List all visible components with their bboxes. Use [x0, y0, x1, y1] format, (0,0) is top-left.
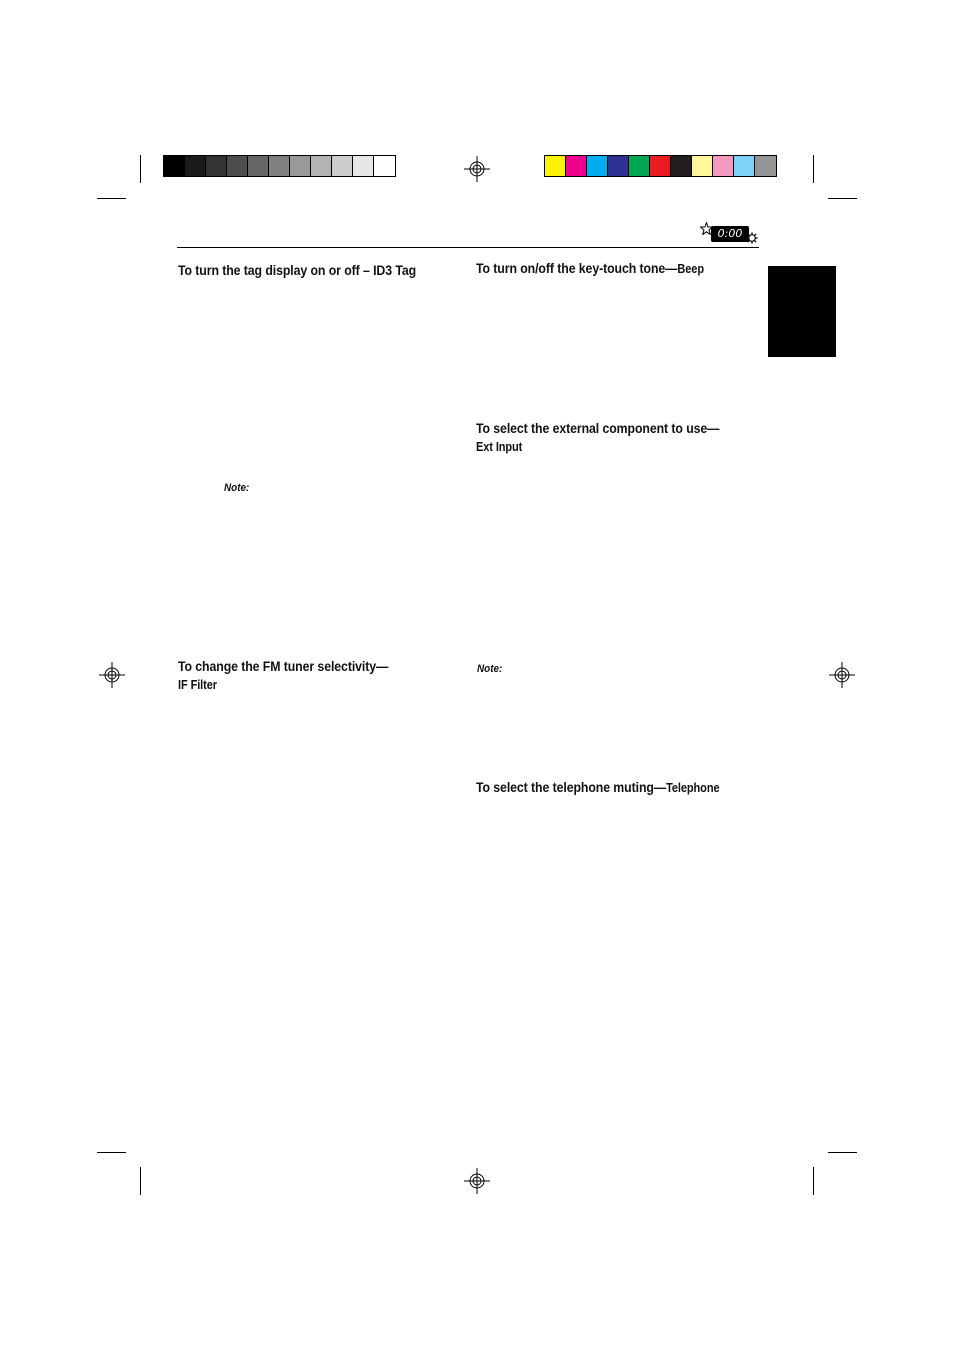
grayscale-swatch — [269, 156, 290, 176]
settings-header-icon — [700, 222, 760, 244]
note-label — [224, 482, 249, 494]
crop-mark — [97, 1152, 126, 1153]
registration-mark-icon — [464, 1168, 490, 1194]
crop-mark — [140, 155, 141, 183]
grayscale-swatch — [311, 156, 332, 176]
color-swatch — [545, 156, 566, 176]
grayscale-swatch — [374, 156, 395, 176]
color-swatch — [692, 156, 713, 176]
color-swatch — [671, 156, 692, 176]
if-filter-heading-sub: IF Filter — [178, 678, 217, 692]
crop-mark — [828, 198, 857, 199]
language-tab — [768, 266, 836, 357]
id3-tag-heading-text: To turn the tag display on or off – ID3 Tag — [178, 262, 417, 278]
clock-display — [711, 226, 749, 242]
grayscale-swatch — [353, 156, 374, 176]
color-swatch — [566, 156, 587, 176]
beep-heading — [476, 259, 704, 278]
telephone-heading — [476, 778, 719, 797]
note-label-text: Note: — [224, 482, 250, 494]
telephone-heading-sub: Telephone — [666, 781, 720, 795]
grayscale-swatch — [227, 156, 248, 176]
note-label — [477, 663, 502, 675]
if-filter-heading-main: To change the FM tuner selectivity— — [178, 658, 389, 674]
grayscale-calibration-bar — [163, 155, 396, 177]
crop-mark — [97, 198, 126, 199]
color-swatch — [629, 156, 650, 176]
header-rule — [177, 247, 759, 248]
color-swatch — [650, 156, 671, 176]
color-calibration-bar — [544, 155, 777, 177]
registration-mark-icon — [464, 156, 490, 182]
ext-input-heading-sub: Ext Input — [476, 440, 523, 454]
color-swatch — [608, 156, 629, 176]
ext-input-heading — [476, 419, 719, 456]
color-swatch — [755, 156, 776, 176]
beep-heading-main: To turn on/off the key-touch tone— — [476, 260, 678, 276]
grayscale-swatch — [248, 156, 269, 176]
telephone-heading-main: To select the telephone muting— — [476, 779, 667, 795]
crop-mark — [140, 1167, 141, 1195]
ext-input-heading-main: To select the external component to use— — [476, 420, 720, 436]
crop-mark — [813, 1167, 814, 1195]
crop-mark — [828, 1152, 857, 1153]
gear-icon — [746, 232, 758, 244]
crop-mark — [813, 155, 814, 183]
color-swatch — [734, 156, 755, 176]
clock-time: 0:00 — [717, 227, 743, 240]
color-swatch — [587, 156, 608, 176]
registration-mark-icon — [99, 662, 125, 688]
if-filter-heading — [178, 657, 388, 694]
id3-tag-heading — [178, 261, 416, 279]
grayscale-swatch — [206, 156, 227, 176]
grayscale-swatch — [332, 156, 353, 176]
note-label-text: Note: — [477, 663, 503, 675]
grayscale-swatch — [290, 156, 311, 176]
grayscale-swatch — [185, 156, 206, 176]
color-swatch — [713, 156, 734, 176]
beep-heading-sub: Beep — [677, 262, 704, 276]
grayscale-swatch — [164, 156, 185, 176]
registration-mark-icon — [829, 662, 855, 688]
